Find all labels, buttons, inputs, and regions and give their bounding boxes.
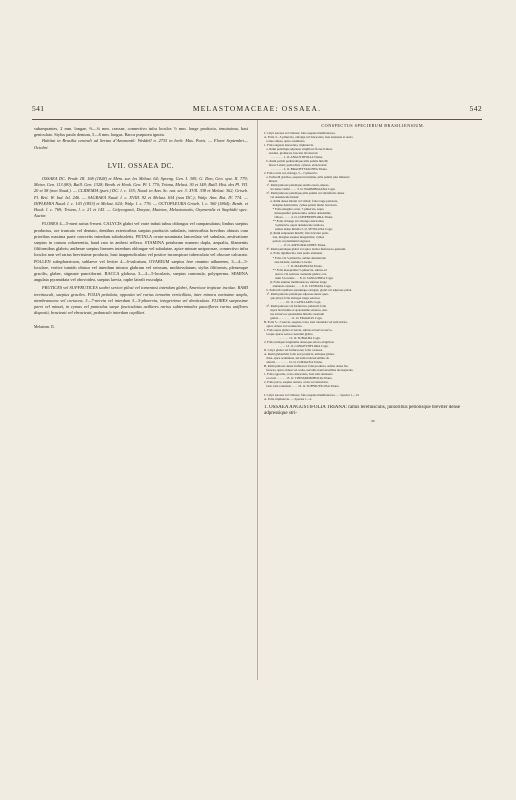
key-line: II. Calyx glaber vel furfuraceus; folia coriacea. <box>264 347 323 352</box>
key-line: . . . . . . . 12. O. SUBALBA Cogn. <box>264 335 321 340</box>
key-line: laris, basi rotundata . . . . 16. O. SUFFRUTICOSA Triana. <box>264 384 340 388</box>
description-paragraph: FLORES 4—5-meri rarius 6-meri. CALYCIS glabri vel varie induti tubus oblongus vel campanulatus; limbus saepius productus, ore truncato vel dentato, dentibus exterioribus saepius productis subulatis, interioribus brevibus obtusis cum prioribus maxima parte concretis interdum subobsoletis. PETALA ovato-acuminata lanceolata vel subulata, aestivatione saepius in conum cohaerentia, haud raro in anthesi reflexa. STAMINA petalorum numero dupla, aequalia, filamentis filiformibus glabris; antherae saepius lineares interdum oblongae vel subulatae, apice minute uniporosae, connectivo infra loculos non vel rarius brevissime producto, basi inappendiculato vel postice inconspicue tuberculato vel obscure calcarato. POLLEN subsphaericum, sublaeve vel leviter 4—6-sulcatum. OVARIUM saepius fere omnino adhaerens, 3—4—5-loculare, vertice tumido obtuso vel interdum intruso glabrum vel setosum, multiovulatum; stylus filiformis, plerumque gracilis, glaber, stigmate punctiformi. BACCA globosa, 3—4—5-locularis, saepius carnosula, polysperma. SEMINA angulata pyramidata vel obovoidea, saepius laevia, raphe lateali exsculpta. <box>34 221 248 283</box>
key-line: 2°. Rami juniores petiolique pilis patulis vel subreflexis dense <box>264 191 345 196</box>
key-line: 2°. Rami juniores vix furfuraceo-puberuli; folia <box>264 303 327 308</box>
key-line: 2. Folia utrinque longissime densoque setoso-strigillosa <box>264 339 334 344</box>
species-key <box>264 131 482 401</box>
synonymy-paragraph: OSSAEA DC. Prodr. III. 168 (1828) et Mém. sur. les Mélast. 64; Spreng. Gen. I. 309; G. Don, Gen. syst. II. 779; Meisn. Gen. 113 (80); Baill. Gen. 1328; Benth. et Hook. Gen. Pl. I. 770; Triana, Melast. 30 et 148; Baill. Hist. des Pl. VII. 20 et 58 (non Naud.). — CLIDEMIA (part.) DC. l. c. 155; Naud. in Ann. Sc. nat. ser. 3. XVII. 338 et Melast. 362; Griseb. Fl. Brit. W. Ind. Isl. 246. — SAGRAEA Naud. l. c. XVIII. 92 et Melast. 634 (non DC.); Walp. Ann. Bot. IV. 774. — DIPLEMIA Naud. l. c. 103 (1853) et Melast. 624; Walp. l. c. 776. — OCTOPLEURA Griseb. l. c. 360 (1864); Benth. et Hook. l. c. 769; Triana, l. c. 21 et 145. — Calycogonii, Davyae, Maietae, Melastomatis, Oxymeridis et Staphidii spec. Auctor. <box>34 176 248 219</box>
key-line: A. Folia 3—5-plinervia, oblonga vel lanceolata, basi attenuata et ancia <box>264 135 353 140</box>
key-line: . . . . . . . . 1. O. ANGUSTIFOLIA Triana. <box>264 155 323 160</box>
habit-paragraph: FRUTICES vel SUFFRUTICES scabri sericei pilosi vel tomentosi interdum glabri, Americae tropicae incolae. RAMI teretiusculi, saepius graciles. FOLIA petiolata, opposita vel rarius ternatim verticillata, inter minora varissime ampla, membranacea vel coriacea, 3—7-nervia vel interdum 3—5-plinervia, integerrima vel denticulata. FLORES saepissime parvi vel minuti, in cymas vel paniculas saepe fasciculatas axillares rarius subterminales pauciflores rarius uniflores dispositi, bracteati vel ebracteati, pedunculo interdum capillari. <box>34 285 248 316</box>
key-line: a. Pedicelli graciles, saepius brevissime, pilis patulis plus minusve <box>264 175 350 180</box>
key-line: 1. Folia opposita, ovato-lanceolata, basi satis attenuata <box>264 371 333 376</box>
key-line: . . . . . . 7. O. MARGINATA Triana. <box>264 263 323 268</box>
right-column <box>264 124 482 423</box>
page-header <box>32 104 482 118</box>
key-line: 2. Folia parva, saepius ternata, ovata vel suborbicu- <box>264 379 329 384</box>
key-line: rima, apice acuminata, nervulis transversalibus di- <box>264 355 330 360</box>
key-line: α. Rami dense hirsuti vel villosi; folia longe petiolata, <box>264 199 338 204</box>
habitat-paragraph: Habitat in Brasilia centrali ad Sertao d’Amarantil: Weddell n. 2735 in herb. Mus. Paris. — Floret Septembri—Octobri. <box>34 138 248 150</box>
key-line: β. Rami subpatenti hirtelli; folia breviter petio- <box>264 231 330 236</box>
page-number-left: 541 <box>32 104 45 113</box>
key-line: A. Folia triplinervia. — Species 1—2. <box>264 397 312 402</box>
key-line: . . . . . 10. O. CAPILLARIS Cogn. <box>264 299 322 304</box>
key-line: b. Pedicelli capillares plerumque elongati, glabri vel adpresse pilosi. <box>264 287 353 292</box>
key-line: 5-plinervia, supra densiuscule setulosa, <box>264 223 325 228</box>
key-line: 3°. Rami petiolique glabri vel apice leviter furfuraceo-puberuli. <box>264 247 347 252</box>
key-line: flores 5-meri, pedicellati, cymosi, ebracteolati <box>264 163 327 168</box>
left-column <box>34 126 248 331</box>
key-line: * Folia vix 5-plinervia, subtus densiuscule <box>264 255 326 260</box>
conspectus-heading: CONSPECTUS SPECIERUM BRASILIENSIUM. <box>321 123 425 128</box>
key-line: β. Folia tenuiter membranacea, inferne longe <box>264 279 327 284</box>
key-line: . . . . . 13. O. CONGESTIFLORA Cogn. <box>264 343 329 348</box>
opening-paragraph: subaequantes, 2 mm. longae, ⅔—¾ mm. crassae, connectivo infra loculos ½ mm. longe producto, tenuissimo, basi geniculato. Stylus paulo demum, 5—6 mm. longus. Bacca purpurea ignota. <box>34 126 248 138</box>
key-line: B. Folia 5—7-nervia, saepius ovata, basi rotundata vel subcordata, <box>264 319 348 324</box>
key-line: 1. Folia angusta lanceolata, triplinervia. <box>264 143 314 148</box>
key-line: supra brevissime et sparsissime setulosa, sub- <box>264 307 328 312</box>
key-line: I. Calyx setosus vel villosus; folia saepius membranacea. — Species 1—13. <box>264 393 360 398</box>
key-line: sessiles, glomerati, bracteis involucrati <box>264 151 318 156</box>
key-line: furacea, apice obtusa vel acuta, nervulis transversalibus inconspicuis. <box>264 367 354 372</box>
key-line: vel densiuscule hirsuti. <box>264 195 300 200</box>
page-signature: 69 <box>371 419 375 424</box>
genus-heading: LVII. OSSAEA DC. <box>107 161 175 170</box>
key-line: A. Rami glaberrimi; folia non producta, utrinque glaber- <box>264 351 335 356</box>
key-line: apice obtusa vel acutiuscula. <box>264 323 303 328</box>
key-line: α. Folia rigidiuscula, basi paulo attenuata. <box>264 251 323 256</box>
key-line: nervos vix setulosa caeterum glabra; ova- <box>264 271 328 276</box>
key-line: . . . . 6. O. AMYGDALOIDES Triana. <box>264 243 327 248</box>
key-line: rium 5-loculare . . . 8. O. SANGUINEA Cogn. <box>264 275 334 280</box>
key-line: I. Calyx setosus vel villosus; folia saepius membranacea. <box>264 131 336 136</box>
key-line: losque sparse setosa caeterum glabra <box>264 331 313 336</box>
key-line: ** Folia inaequaliter 5-plinervia, subtus ad <box>264 267 327 272</box>
key-line: b. Rami petioli pedunculique pilis patulis hirtelli; <box>264 159 329 164</box>
key-line: rotius obtusa, apice acuminata. <box>264 139 306 144</box>
key-line: et acuta . . . . . . 15. O. CINNAMOMIFOLIA Triana. <box>264 375 333 380</box>
signature-footer: Melastom. II. <box>34 325 55 330</box>
key-line: 2. Folia ovata vel oblonga, 5—7-plinervia. <box>264 171 318 176</box>
species-entry-heading: 1. OSSAEA ANGUSTIFOLIA TRIANA: ramis teretiusculis, junioribus petiolisque breviter dense adpressique stri- <box>264 405 461 417</box>
column-divider <box>257 120 258 680</box>
key-line: hirsuti. <box>264 179 278 184</box>
key-line: stinctis . . . . . . . . 14. O. CORIACEA Triana. <box>264 359 323 364</box>
key-line: tus ad nervos sparsissime hirtella caeterum <box>264 311 325 316</box>
key-line: attenuato-cuneata . . . . 9. O. CUNEATA Cogn. <box>264 283 332 288</box>
key-line: 1. Folia supra glabra et laevia, subtus ad nervos nervo- <box>264 327 333 332</box>
key-line: margine denticulata; cymae petioli multo breviores. <box>264 203 338 208</box>
key-line: glabra . . . . . . . . 11. O. FRAGILIS Cogn. <box>264 315 323 320</box>
key-line: 1°. Rami juniores petiolique adpresse dense ques- <box>264 291 329 296</box>
key-line: ** Folia oblonga vel oblongo-lanceolata, <box>264 219 325 224</box>
key-line: subtus dense hirtella 5. O. SETULOSA Cogn. <box>264 227 333 232</box>
key-line: 1°. Rami juniores petiolique setulis erecto-adpres- <box>264 183 330 188</box>
key-line: * Folia margine ovata, 7-plinervia, supra <box>264 207 324 212</box>
key-line: petiolo ut plerimum longiores <box>264 239 311 244</box>
page-number-right: 542 <box>469 104 482 113</box>
key-line: cute hirtella; stamina 5-locula <box>264 259 312 264</box>
key-line: subaequaliter pubescentia, subtus densissime <box>264 211 331 216</box>
key-line: B. Rami juniores dense furfuracei; folia producta, subtus dense fur- <box>264 363 349 368</box>
key-line: villosa . . . . . 4. O. CONFERTIFLORA Triana. <box>264 215 334 220</box>
key-line: a. Rami petiolique adpresse strigillosi: flores 6-meri, <box>264 147 333 152</box>
key-line: que pilosi; folia utrinque longe setulosa <box>264 295 320 300</box>
key-line: . . . . . . . . 2. O. BRACHYSTACHYA Triana. <box>264 167 328 172</box>
key-line: lata, margine saepius integerrima; cymae <box>264 235 325 240</box>
running-title: MELASTOMACEAE: OSSAEA. <box>192 104 322 113</box>
key-line: sis dense vestiti . . . . 3. O. WARMINGIANA Cogn. <box>264 187 336 192</box>
